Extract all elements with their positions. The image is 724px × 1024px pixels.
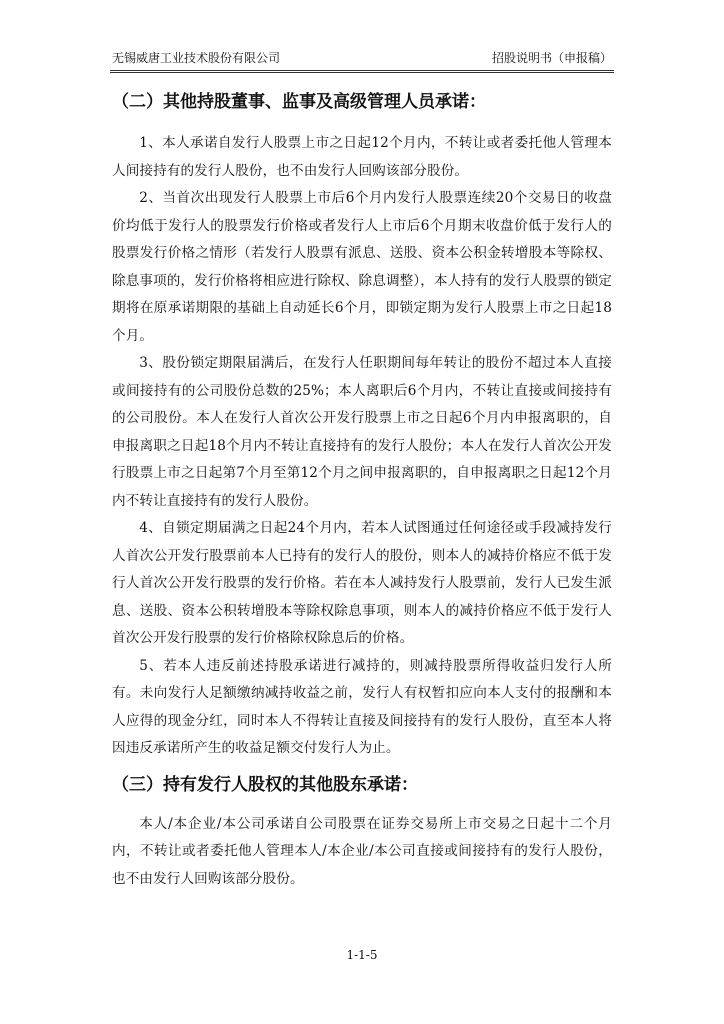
paragraph: 1、本人承诺自发行人股票上市之日起12个月内，不转让或者委托他人管理本人间接持有的发行人股份，也不由发行人回购该部分股份。 bbox=[112, 135, 612, 179]
section-heading-3: （三）持有发行人股权的其他股东承诺： bbox=[112, 774, 418, 795]
page-content bbox=[112, 88, 612, 893]
paragraph: 2、当首次出现发行人股票上市后6个月内发行人股票连续20个交易日的收盘价均低于发行人的股票发行价格或者发行人上市后6个月期末收盘价低于发行人的股票发行价格之情形（若发行人股票有派息、送股、资本公积金转增股本等除权、除息事项的，发行价格将相应进行除权、除息调整），本人持有的发行人股票的锁定期将在原承诺期限的基础上自动延长6个月，即锁定期为发行人股票上市之日起18个月。 bbox=[112, 190, 612, 344]
paragraph: 5、若本人违反前述持股承诺进行减持的，则减持股票所得收益归发行人所有。未向发行人足额缴纳减持收益之前，发行人有权暂扣应向本人支付的报酬和本人应得的现金分红，同时本人不得转让直接及间接持有的发行人股份，直至本人将因违反承诺所产生的收益足额交付发行人为止。 bbox=[112, 657, 612, 756]
section-heading-2: （二）其他持股董事、监事及高级管理人员承诺： bbox=[112, 92, 486, 112]
page-number: 1-1-5 bbox=[346, 948, 378, 962]
paragraph: 本人/本企业/本公司承诺自公司股票在证券交易所上市交易之日起十二个月内，不转让或者委托他人管理本人/本企业/本公司直接或间接持有的发行人股份，也不由发行人回购该部分股份。 bbox=[112, 815, 612, 887]
company-name: 无锡威唐工业技术股份有限公司 bbox=[112, 51, 281, 65]
paragraph: 4、自锁定期届满之日起24个月内，若本人试图通过任何途径或手段减持发行人首次公开发行股票前本人已持有的发行人的股份，则本人的减持价格应不低于发行人首次公开发行股票的发行价格。若在本人减持发行人股票前，发行人已发生派息、送股、资本公积转增股本等除权除息事项，则本人的减持价格应不低于发行人首次公开发行股票的发行价格除权除息后的价格。 bbox=[112, 520, 612, 646]
header-rule bbox=[110, 72, 614, 73]
paragraph: 3、股份锁定期限届满后，在发行人任职期间每年转让的股份不超过本人直接或间接持有的公司股份总数的25%；本人离职后6个月内，不转让直接或间接持有的公司股份。本人在发行人首次公开发行股票上市之日起6个月内申报离职的，自申报离职之日起18个月内不转让直接持有的发行人股份；本人在发行人首次公开发行股票上市之日起第7个月至第12个月之间申报离职的，自申报离职之日起12个月内不转让直接持有的发行人股份。 bbox=[112, 355, 612, 509]
page-header bbox=[110, 48, 614, 71]
document-title: 招股说明书（申报稿） bbox=[491, 51, 612, 65]
